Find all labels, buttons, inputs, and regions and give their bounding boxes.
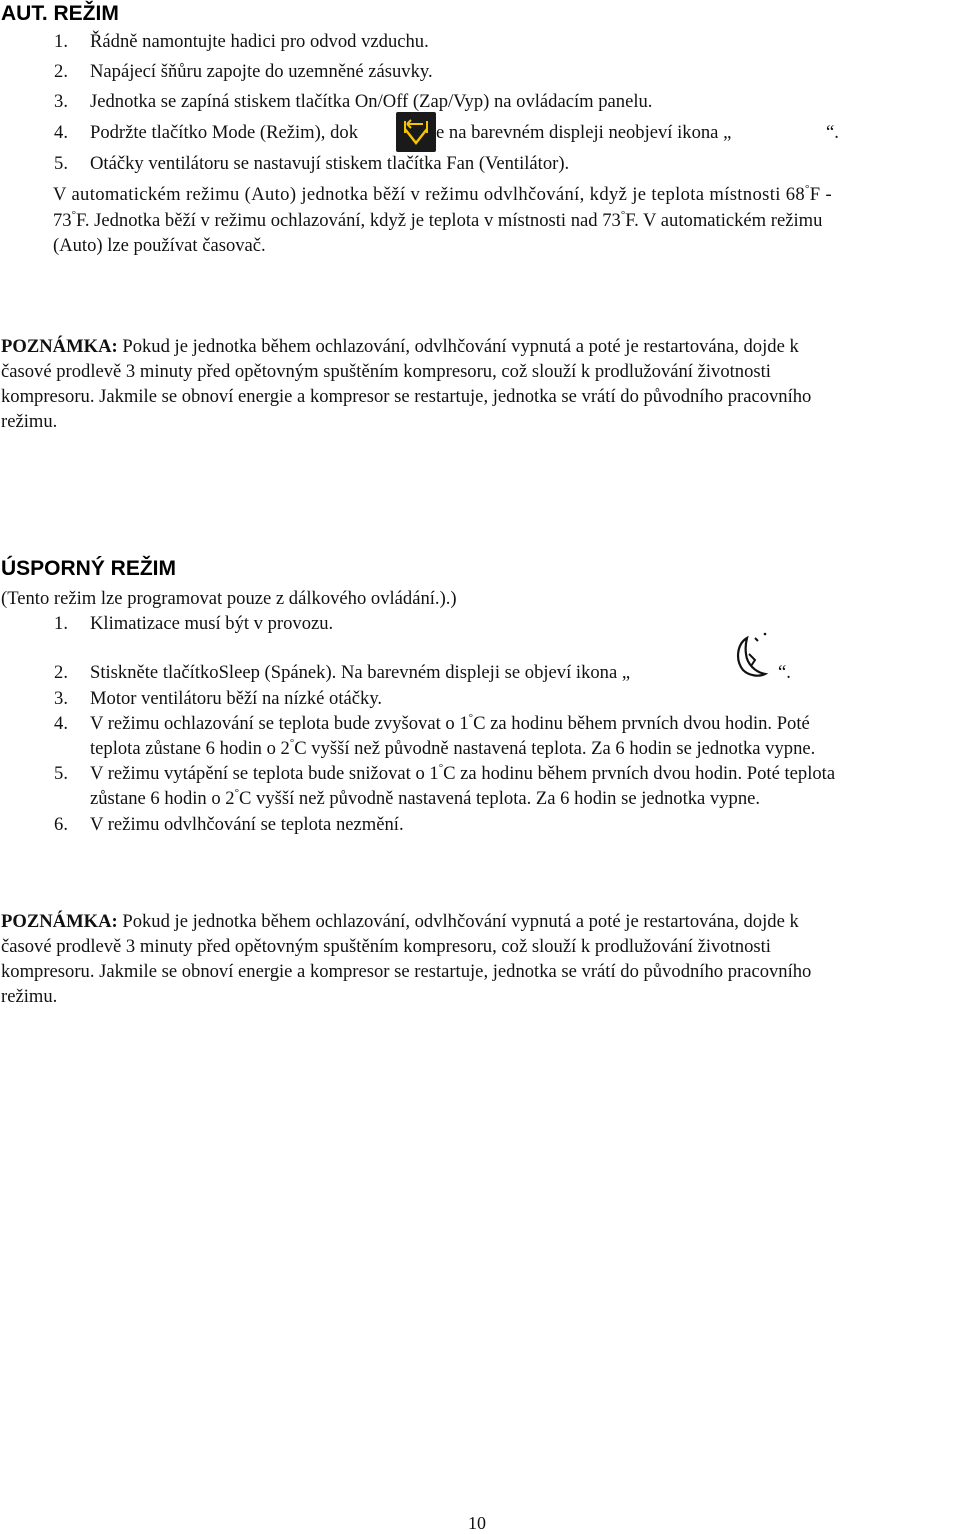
- paragraph-line: 73°F. Jednotka běží v režimu ochlazování, když je teplota v místnosti nad 73°F. V automatickém režimu: [53, 209, 823, 231]
- list-number: 1.: [54, 31, 68, 52]
- list-number: 3.: [54, 91, 68, 112]
- note-label: POZNÁMKA:: [1, 911, 118, 932]
- paragraph-line: V automatickém režimu (Auto) jednotka běží v režimu odvlhčování, když je teplota místnosti 68°F -: [53, 183, 832, 205]
- list-number: 5.: [54, 153, 68, 174]
- paragraph-line: POZNÁMKA: Pokud je jednotka během ochlazování, odvlhčování vypnutá a poté je restartována, dojde k: [1, 336, 799, 357]
- list-number: 1.: [54, 613, 68, 634]
- list-text: “.: [778, 662, 791, 683]
- list-text: Podržte tlačítko Mode (Režim), dok: [90, 122, 358, 143]
- list-text: “.: [826, 122, 839, 143]
- list-text: teplota zůstane 6 hodin o 2°C vyšší než původně nastavená teplota. Za 6 hodin se jednotka vypne.: [90, 737, 816, 759]
- note-label: POZNÁMKA:: [1, 336, 118, 357]
- paragraph-line: režimu.: [1, 986, 58, 1007]
- list-text: V režimu odvlhčování se teplota nezmění.: [90, 814, 404, 835]
- list-text: Řádně namontujte hadici pro odvod vzduchu.: [90, 31, 429, 52]
- auto-mode-icon: [396, 112, 436, 152]
- list-text: Klimatizace musí být v provozu.: [90, 613, 334, 634]
- auto-mode-heading: AUT. REŽIM: [1, 2, 119, 25]
- paragraph-line: (Auto) lze používat časovač.: [53, 235, 266, 256]
- eco-mode-heading: ÚSPORNÝ REŽIM: [1, 557, 177, 580]
- list-text: Otáčky ventilátoru se nastavují stiskem tlačítka Fan (Ventilátor).: [90, 153, 570, 174]
- paragraph-line: režimu.: [1, 411, 58, 432]
- paragraph-line: POZNÁMKA: Pokud je jednotka během ochlazování, odvlhčování vypnutá a poté je restartována, dojde k: [1, 911, 799, 932]
- sleep-moon-icon: [729, 630, 775, 682]
- list-number: 3.: [54, 688, 68, 709]
- list-number: 4.: [54, 713, 68, 734]
- paragraph-line: kompresoru. Jakmile se obnoví energie a kompresor se restartuje, jednotka se vrátí do původního pracovního: [1, 961, 812, 982]
- list-number: 4.: [54, 122, 68, 143]
- list-text: V režimu ochlazování se teplota bude zvyšovat o 1°C za hodinu během prvních dvou hodin. Poté: [90, 712, 810, 734]
- list-number: 2.: [54, 61, 68, 82]
- list-number: 5.: [54, 763, 68, 784]
- list-text: zůstane 6 hodin o 2°C vyšší než původně nastavená teplota. Za 6 hodin se jednotka vypne.: [90, 787, 761, 809]
- eco-subtitle: (Tento režim lze programovat pouze z dálkového ovládání.).): [1, 588, 457, 609]
- list-text: Stiskněte tlačítkoSleep (Spánek). Na barevném displeji se objeví ikona „: [90, 662, 631, 683]
- page-number: 10: [468, 1513, 486, 1533]
- paragraph-line: kompresoru. Jakmile se obnoví energie a kompresor se restartuje, jednotka se vrátí do původního pracovního: [1, 386, 812, 407]
- list-number: 2.: [54, 662, 68, 683]
- list-text: Napájecí šňůru zapojte do uzemněné zásuvky.: [90, 61, 433, 82]
- list-text: Motor ventilátoru běží na nízké otáčky.: [90, 688, 383, 709]
- paragraph-line: časové prodlevě 3 minuty před opětovným spuštěním kompresoru, což slouží k prodlužování životnosti: [1, 936, 771, 957]
- list-text: Jednotka se zapíná stiskem tlačítka On/Off (Zap/Vyp) na ovládacím panelu.: [90, 91, 653, 112]
- list-number: 6.: [54, 814, 68, 835]
- list-text: V režimu vytápění se teplota bude snižovat o 1°C za hodinu během prvních dvou hodin. Poté teplota: [90, 762, 836, 784]
- list-text: e na barevném displeji neobjeví ikona „: [436, 122, 732, 143]
- paragraph-line: časové prodlevě 3 minuty před opětovným spuštěním kompresoru, což slouží k prodlužování životnosti: [1, 361, 771, 382]
